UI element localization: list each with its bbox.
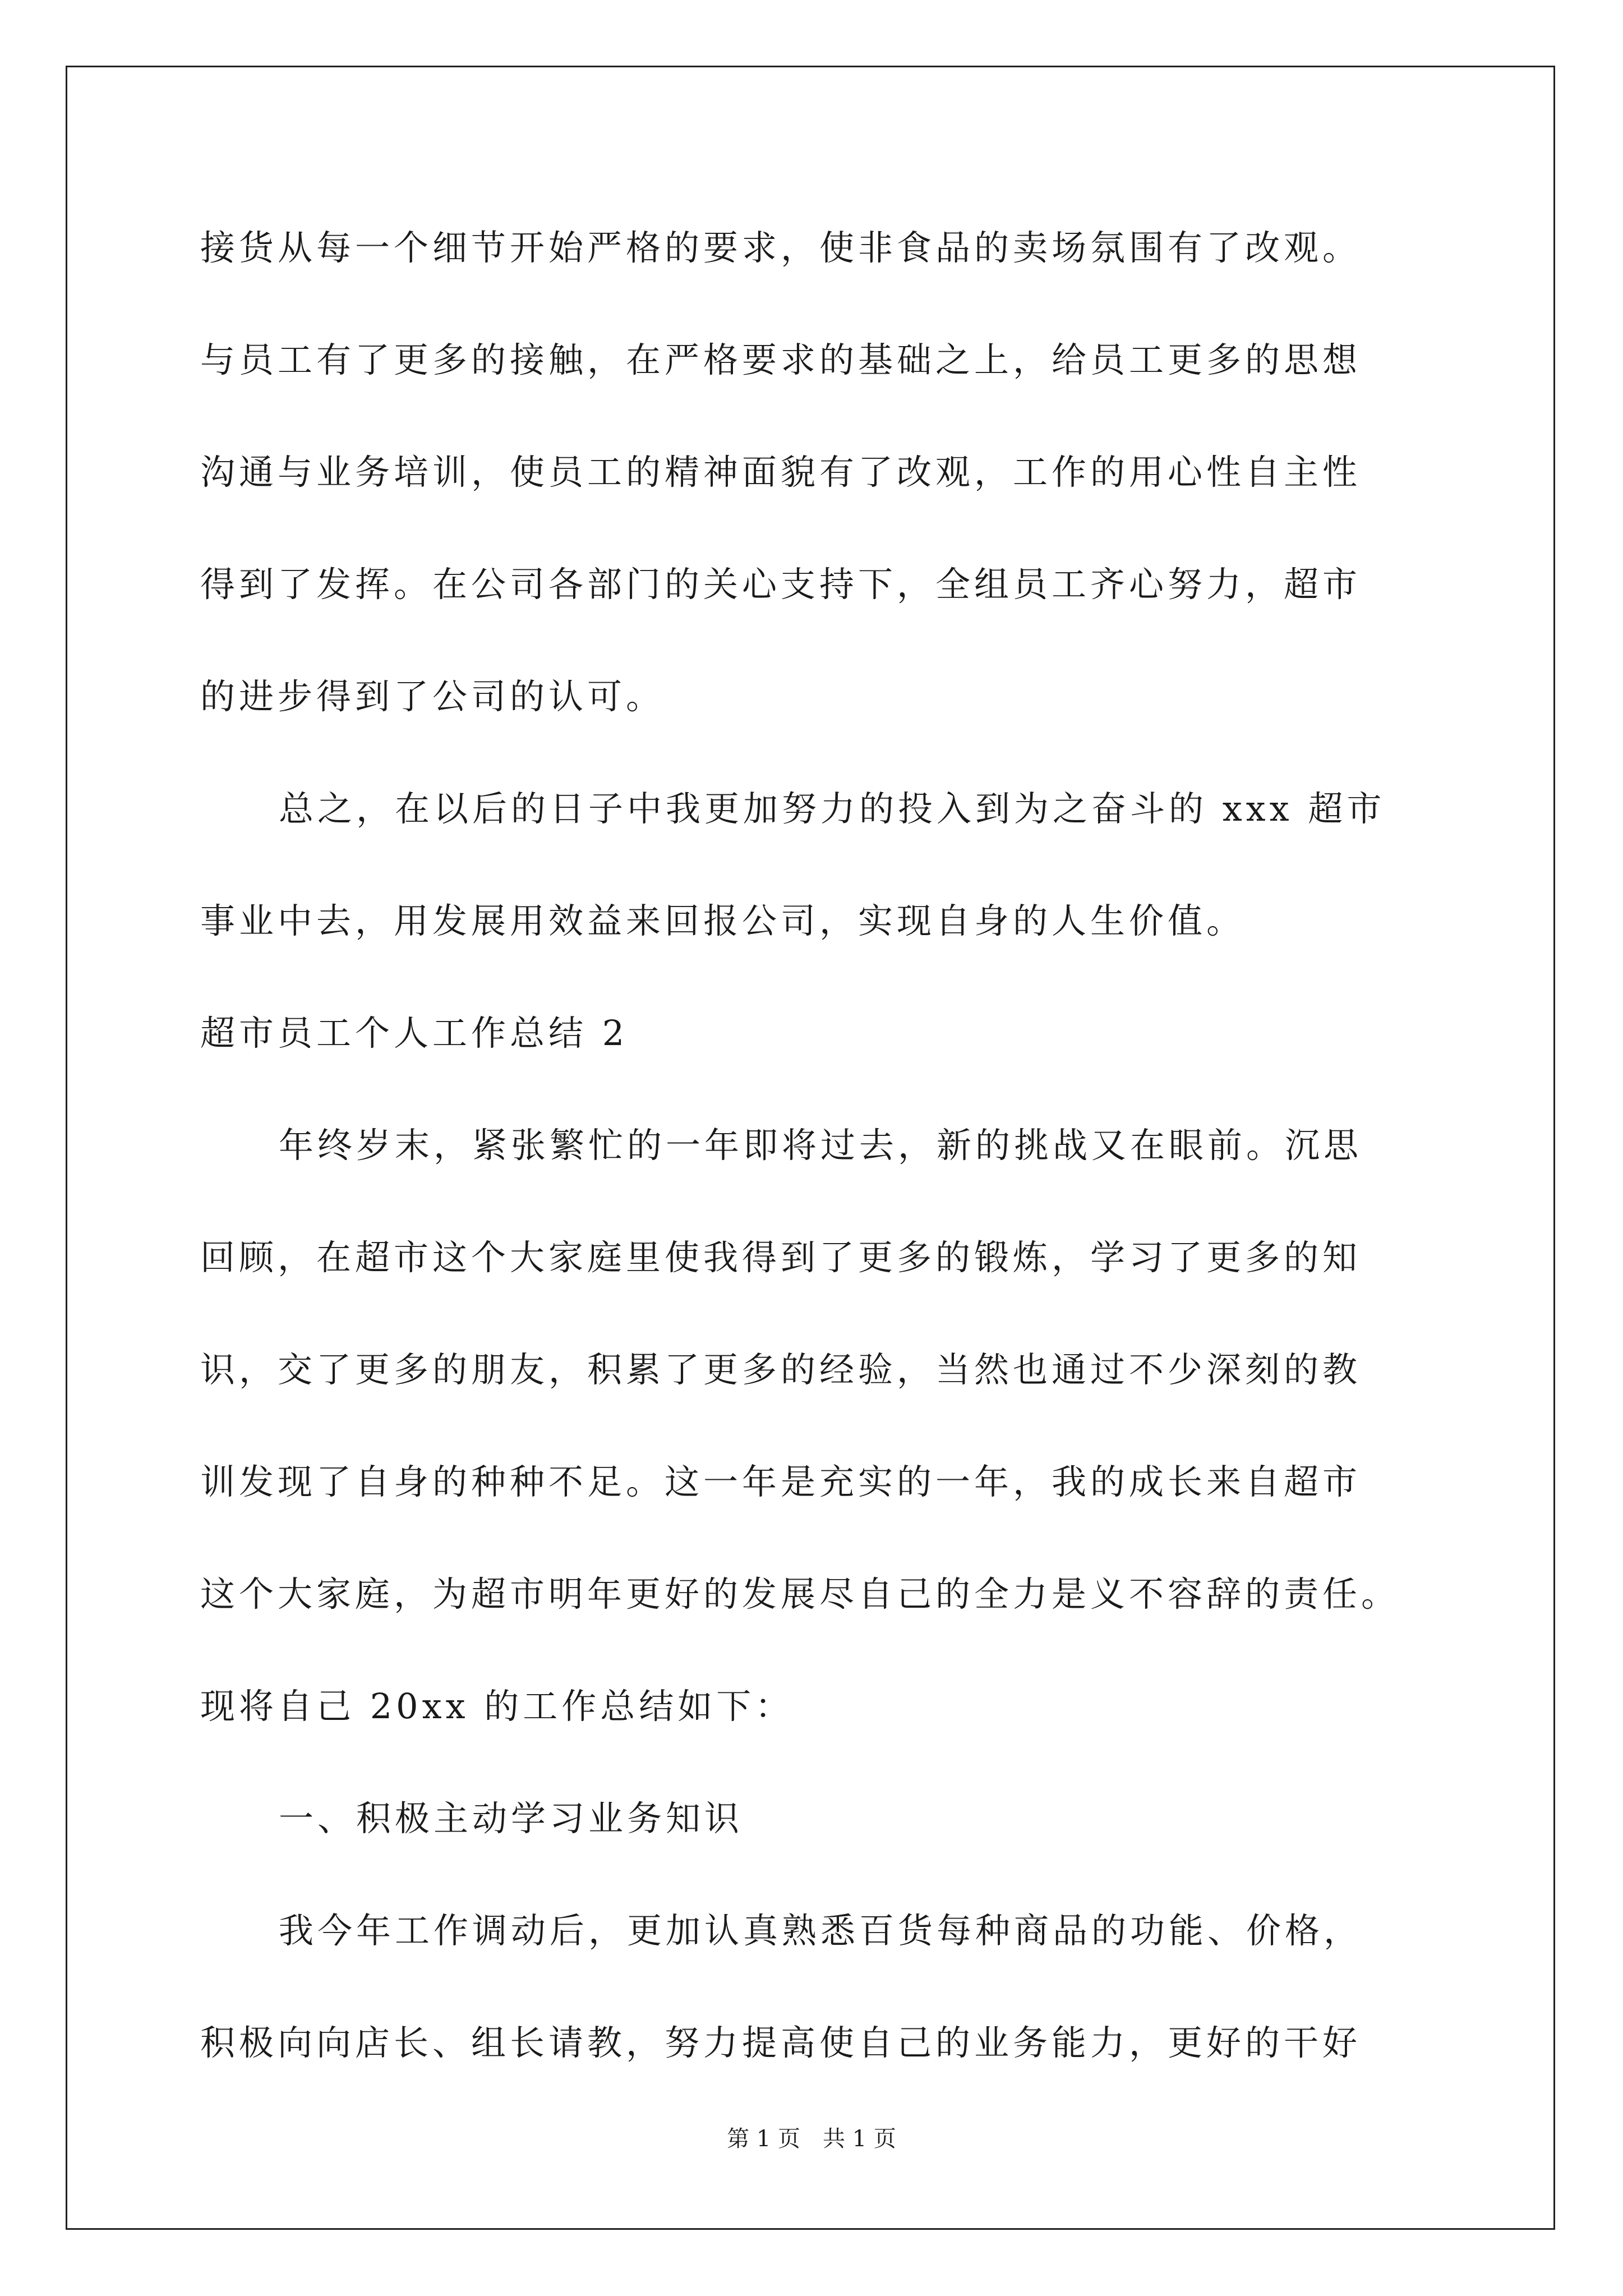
page-number-footer: 第 1 页 共 1 页 <box>727 2126 896 2152</box>
subsection-heading: 一、积极主动学习业务知识 <box>279 1798 744 1839</box>
paragraph-line: 回顾，在超市这个大家庭里使我得到了更多的锻炼，学习了更多的知 <box>200 1237 1362 1278</box>
paragraph-line: 我今年工作调动后，更加认真熟悉百货每种商品的功能、价格， <box>279 1910 1363 1951</box>
paragraph-line: 总之，在以后的日子中我更加努力的投入到为之奋斗的 xxx 超市 <box>279 788 1386 829</box>
paragraph-line: 现将自己 20xx 的工作总结如下： <box>200 1686 794 1727</box>
paragraph-line: 的进步得到了公司的认可。 <box>200 676 665 717</box>
paragraph-line: 与员工有了更多的接触，在严格要求的基础之上，给员工更多的思想 <box>200 339 1362 380</box>
paragraph-line: 积极向向店长、组长请教，努力提高使自己的业务能力，更好的干好 <box>200 2022 1362 2063</box>
paragraph-line: 事业中去，用发展用效益来回报公司，实现自身的人生价值。 <box>200 900 1246 941</box>
paragraph-line: 接货从每一个细节开始严格的要求，使非食品的卖场氛围有了改观。 <box>200 227 1362 268</box>
paragraph-line: 得到了发挥。在公司各部门的关心支持下，全组员工齐心努力，超市 <box>200 564 1362 605</box>
paragraph-line: 训发现了自身的种种不足。这一年是充实的一年，我的成长来自超市 <box>200 1461 1362 1502</box>
paragraph-line: 年终岁末，紧张繁忙的一年即将过去，新的挑战又在眼前。沉思 <box>279 1125 1363 1166</box>
paragraph-line: 这个大家庭，为超市明年更好的发展尽自己的全力是义不容辞的责任。 <box>200 1573 1400 1614</box>
section-heading: 超市员工个人工作总结 2 <box>200 1013 629 1053</box>
paragraph-line: 沟通与业务培训，使员工的精神面貌有了改观，工作的用心性自主性 <box>200 452 1362 493</box>
paragraph-line: 识，交了更多的朋友，积累了更多的经验，当然也通过不少深刻的教 <box>200 1349 1362 1390</box>
